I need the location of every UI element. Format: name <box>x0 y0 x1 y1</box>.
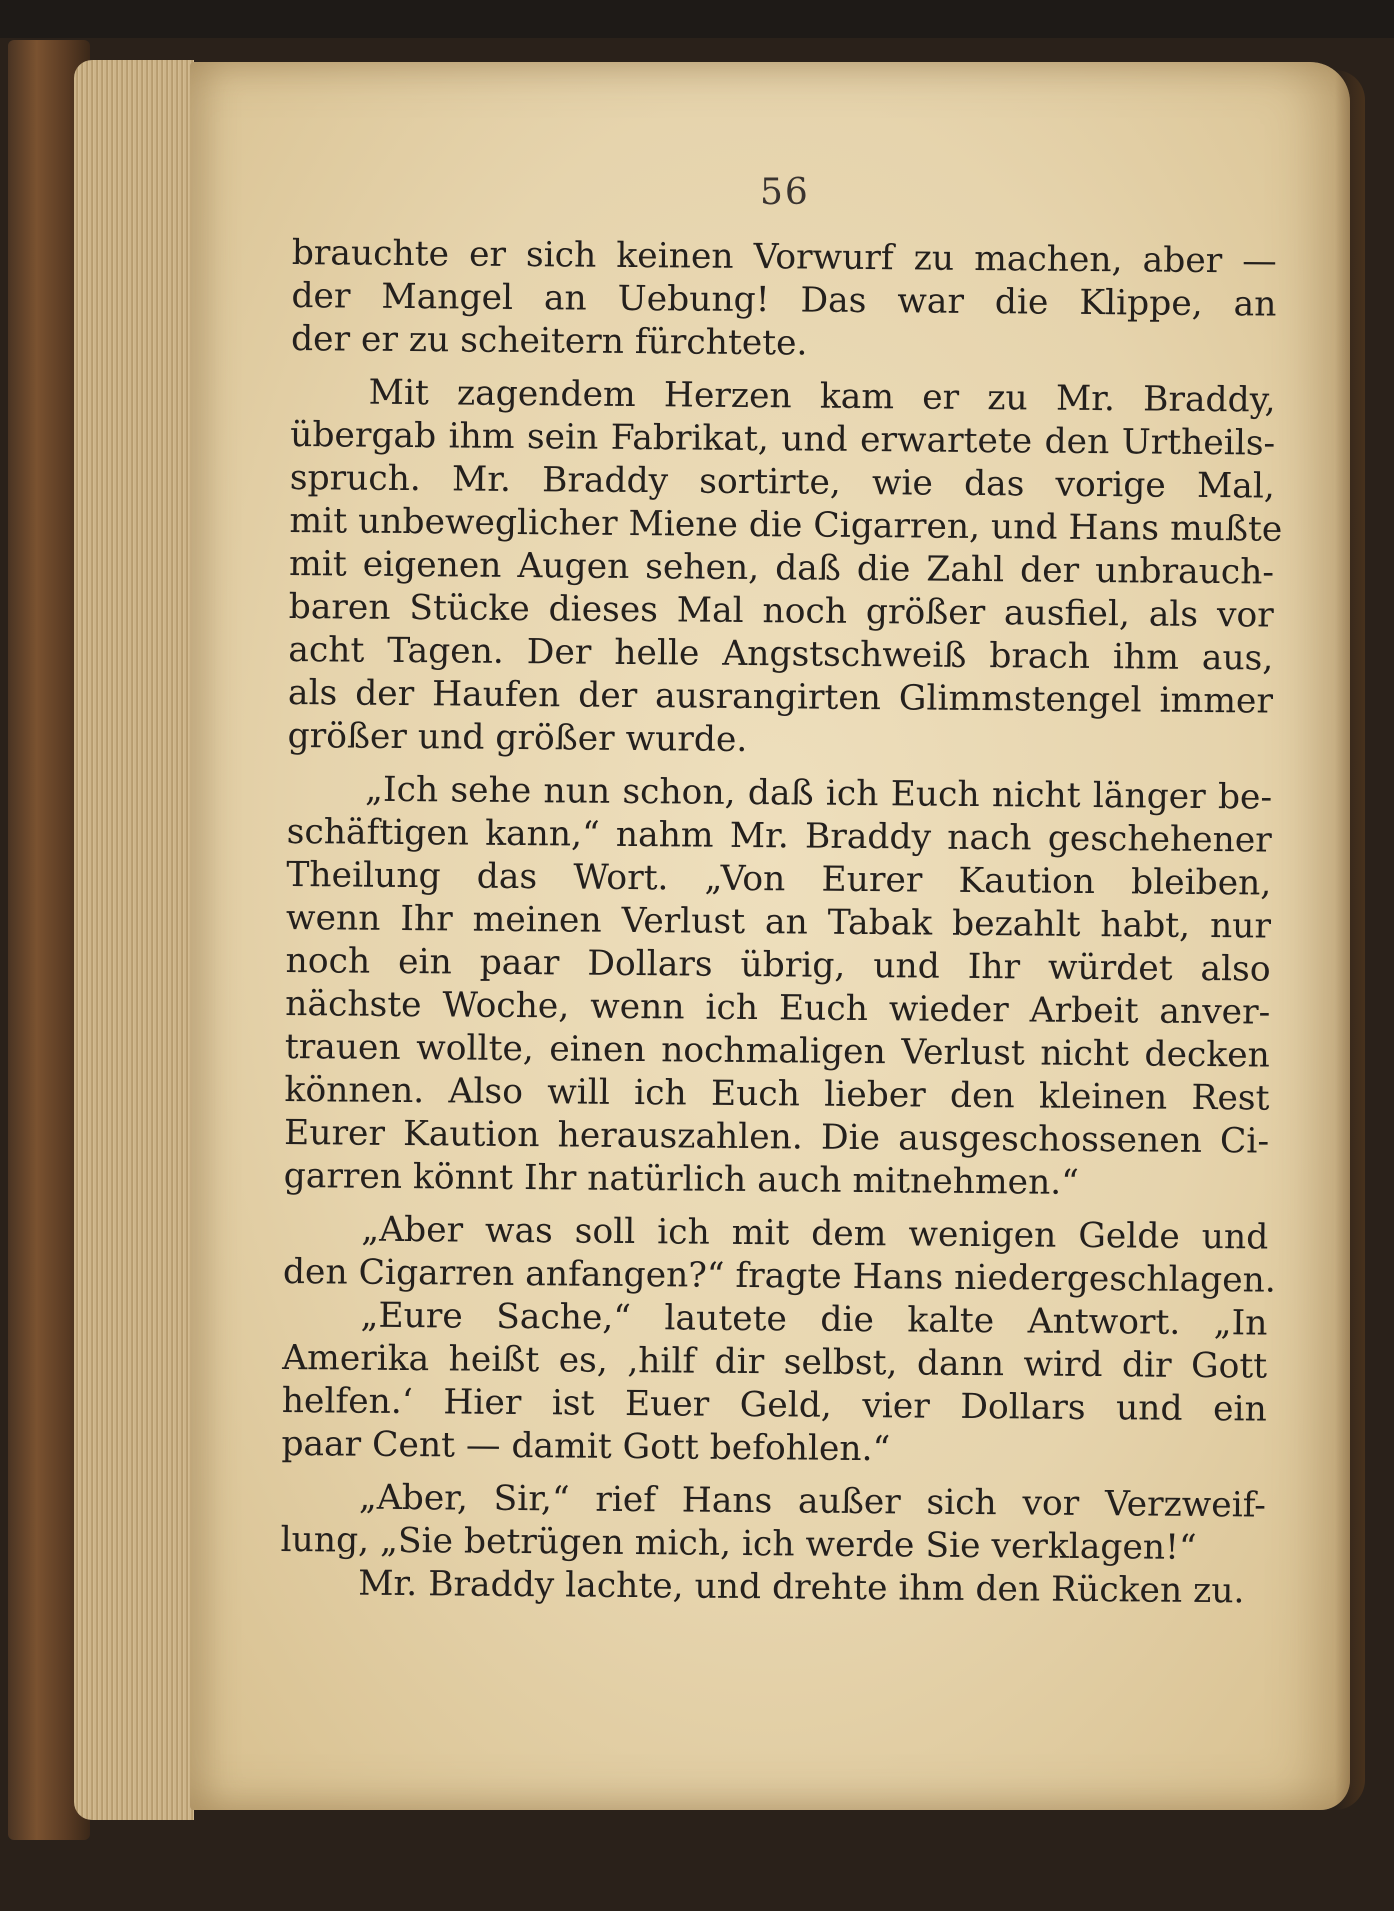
text-line: den Cigarren anfangen?“ fragte Hans niedergeschlagen. <box>282 1251 1276 1301</box>
text-line: mit unbeweglicher Miene die Cigarren, und Hans mußte <box>289 500 1283 550</box>
text-line: können. Also will ich Euch lieber den kleinen Rest <box>284 1069 1270 1119</box>
text-line: acht Tagen. Der helle Angstschweiß brach ihm aus, <box>288 629 1274 679</box>
text-line: wenn Ihr meinen Verlust an Tabak bezahlt habt, nur <box>285 897 1272 947</box>
text-line: garren könnt Ihr natürlich auch mitnehmen.“ <box>283 1155 1080 1203</box>
text-line: noch ein paar Dollars übrig, und Ihr würdet also <box>285 940 1271 990</box>
text-line: trauen wollte, einen nochmaligen Verlust nicht decken <box>284 1026 1271 1076</box>
text-line: „Aber was soll ich mit dem wenigen Gelde und <box>361 1209 1269 1258</box>
text-line: Amerika heißt es, ‚hilf dir selbst, dann wird dir Gott <box>281 1337 1268 1387</box>
text-line: größer und größer wurde. <box>287 715 748 760</box>
text-line: schäftigen kann,“ nahm Mr. Braddy nach geschehener <box>286 811 1272 861</box>
text-line: Theilung das Wort. „Von Eurer Kaution bleiben, <box>286 854 1272 904</box>
text-line: Mr. Braddy lachte, und drehte ihm den Rücken zu. <box>358 1563 1245 1612</box>
text-line: „Aber, Sir,“ rief Hans außer sich vor Verzweif- <box>358 1477 1267 1526</box>
text-block <box>280 232 1283 1614</box>
text-line: der Mangel an Uebung! Das war die Klippe, an <box>291 275 1277 325</box>
text-line: „Ich sehe nun schon, daß ich Euch nicht länger be- <box>364 769 1273 818</box>
text-line: helfen.‘ Hier ist Euer Geld, vier Dollars und ein <box>281 1380 1267 1430</box>
text-line: lung, „Sie betrügen mich, ich werde Sie verklagen!“ <box>280 1519 1197 1568</box>
page-stack <box>74 60 194 1820</box>
text-line: mit eigenen Augen sehen, daß die Zahl der unbrauch- <box>288 543 1275 593</box>
text-line: nächste Woche, wenn ich Euch wieder Arbeit anver- <box>285 983 1271 1033</box>
text-line: brauchte er sich keinen Vorwurf zu machen, aber — <box>291 232 1277 282</box>
text-line: baren Stücke dieses Mal noch größer ausfiel, als vor <box>288 586 1274 636</box>
page-edge-shadow <box>1335 70 1365 1810</box>
text-line: spruch. Mr. Braddy sortirte, wie das vorige Mal, <box>289 457 1275 507</box>
text-line: Mit zagendem Herzen kam er zu Mr. Braddy, <box>368 372 1276 421</box>
text-line: der er zu scheitern fürchtete. <box>290 318 808 364</box>
text-line: als der Haufen der ausrangirten Glimmstengel immer <box>287 672 1274 722</box>
page-number: 56 <box>760 172 810 213</box>
text-line: „Eure Sache,“ lautete die kalte Antwort. „In <box>360 1295 1268 1344</box>
text-line: übergab ihm sein Fabrikat, und erwartete den Urtheils- <box>290 414 1276 464</box>
text-line: Eurer Kaution herauszahlen. Die ausgeschossenen Ci- <box>283 1112 1270 1162</box>
text-line: paar Cent — damit Gott befohlen.“ <box>281 1423 891 1470</box>
